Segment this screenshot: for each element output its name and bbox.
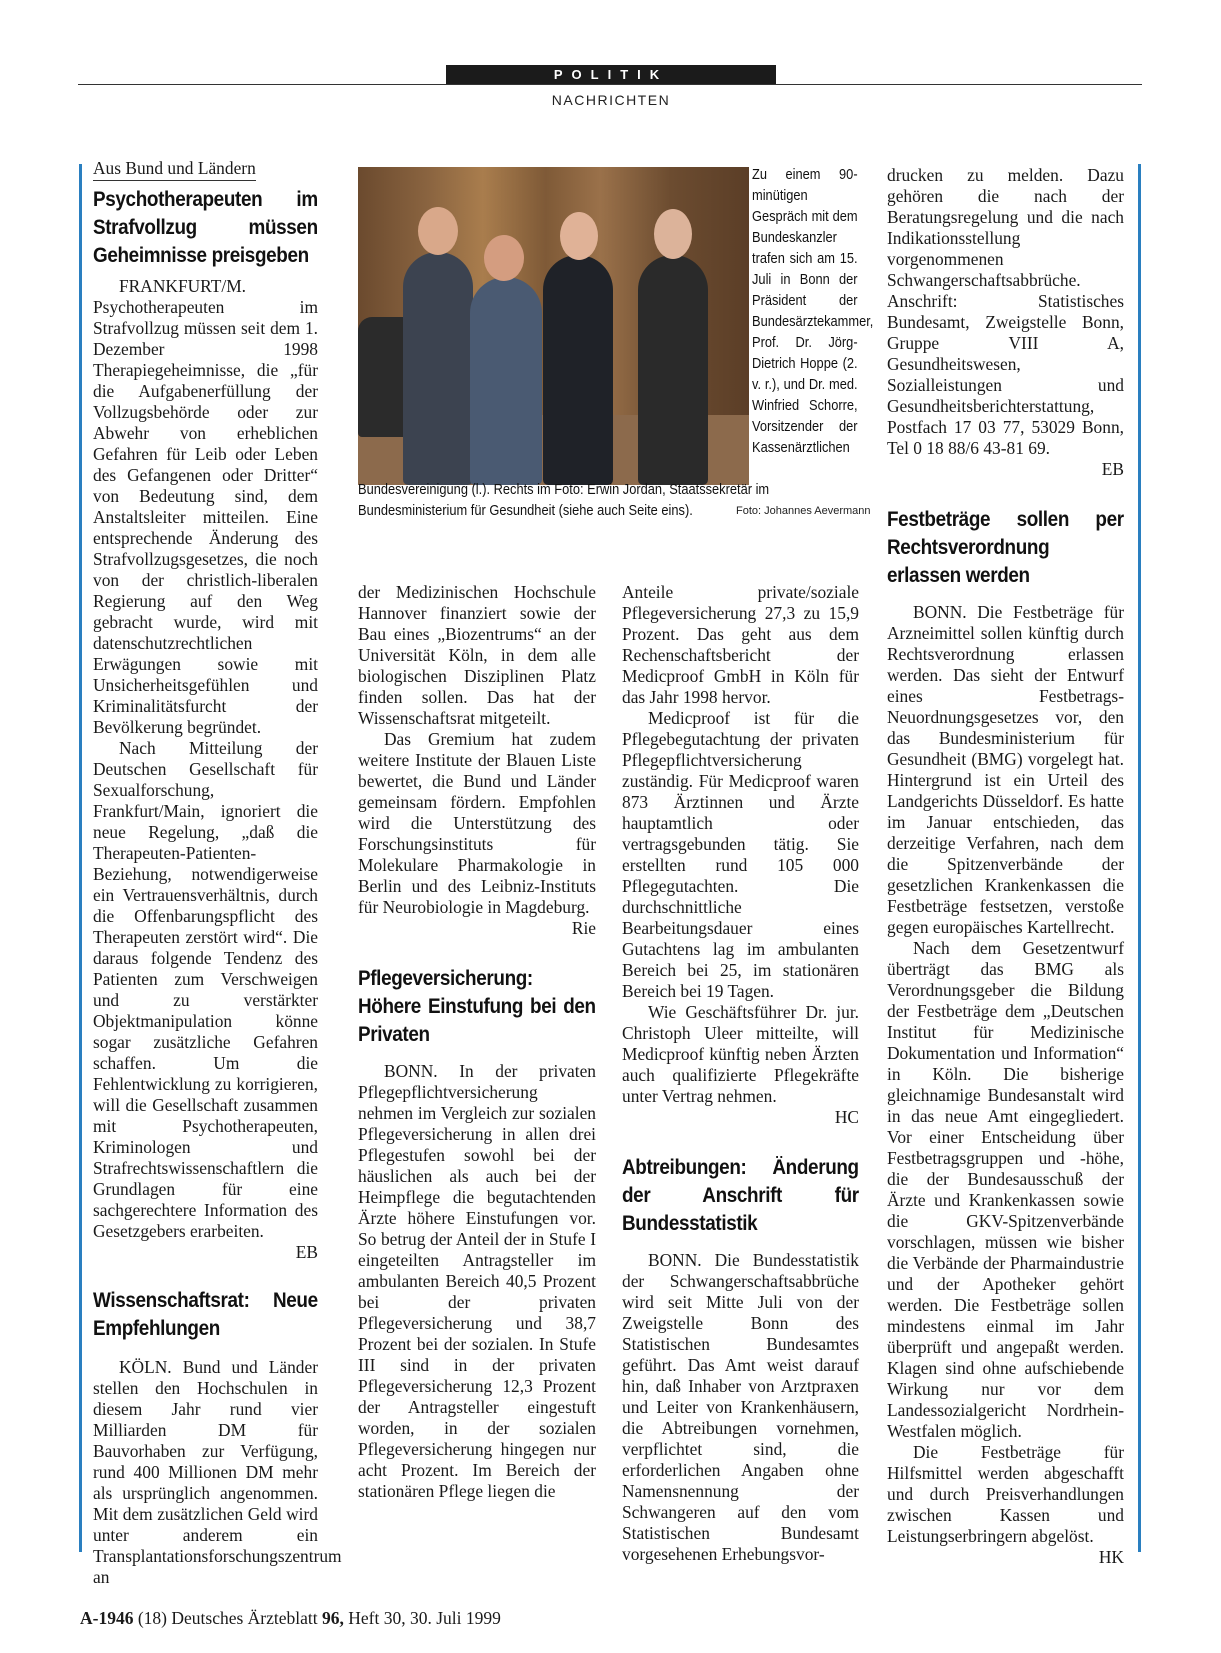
footer-publication: (18) Deutsches Ärzteblatt xyxy=(137,1608,318,1628)
article-paragraph: BONN. In der privaten Pflegepflichtversicherung nehmen im Vergleich zur sozialen Pflegeversicherung in allen drei Pflegestufen sowohl bei der häuslichen als auch bei der Heimpflege die begutachtenden Ärzte höhere Einstufungen vor. So betrug der Anteil der in Stufe I eingeteilten Antragsteller im ambulanten Bereich 40,5 Prozent bei der privaten Pflegeversicherung und 38,7 Prozent bei der sozialen. In Stufe III sind in der privaten Pflegeversicherung 12,3 Prozent der Antragsteller eingestuft worden, in der sozialen Pflegeversicherung hingegen nur acht Prozent. Im Bereich der stationären Pflege liegen die xyxy=(358,1061,596,1501)
article-paragraph: BONN. Die Festbeträge für Arzneimittel sollen künftig durch Rechtsverordnung erlassen werden. Das sieht der Entwurf eines Festbetrags-Neuordnungsgesetzes vor, den das Bundesministerium für Gesundheit (BMG) vorgelegt hat. Hintergrund ist ein Urteil des Landgerichts Düsseldorf. Es hatte im Januar entschieden, das derzeitige Verfahren, nach dem die Spitzenverbände der gesetzlichen Krankenkassen die Festbeträge festsetzen, verstoße gegen europäisches Kartellrecht. xyxy=(887,602,1124,937)
section-bar: POLITIK xyxy=(446,65,776,85)
column-1 xyxy=(93,157,342,1588)
article-paragraph: Nach dem Gesetzentwurf überträgt das BMG als Verordnungsgeber die Bildung der Festbeträge dem „Deutschen Institut für Medizinische Dokumentation und Information“ in Köln. Die bisherige gleichnamige Bundesanstalt wird in das neue Amt eingegliedert. Vor einer Entscheidung über Festbetragsgruppen und -höhe, die der Bundesausschuß der Ärzte und Krankenkassen sowie die GKV-Spitzenverbände vorschlagen, müssen wie bisher die Verbände der Pharmaindustrie und der Apotheker gehört werden. Die Festbeträge sollen mindestens einmal im Jahr überprüft und angepaßt werden. Klagen sind ohne aufschiebende Wirkung nur vor dem Landessozialgericht Nordrhein-Westfalen möglich. xyxy=(887,938,1124,1441)
author-signature: EB xyxy=(295,1242,318,1262)
article-paragraph: Die Festbeträge für Hilfsmittel werden abgeschafft und durch Preisverhandlungen zwischen Kassen und Leistungserbringern abgelöst. xyxy=(887,1442,1124,1546)
author-signature: HK xyxy=(1098,1547,1124,1567)
article-headline: Festbeträge sollen per Rechtsverordnung erlassen werden xyxy=(887,508,1124,587)
page-number: A-1946 xyxy=(80,1608,134,1628)
column-4 xyxy=(887,165,1124,1568)
right-accent-rule xyxy=(1138,164,1141,1552)
author-signature: EB xyxy=(1101,459,1124,479)
author-signature: HC xyxy=(834,1107,859,1127)
photo-person xyxy=(403,252,473,485)
article-headline: Psychotherapeuten im Strafvollzug müssen Geheimnisse preisgeben xyxy=(93,188,318,267)
footer-issue: Heft 30, 30. Juli 1999 xyxy=(348,1608,501,1628)
page-footer xyxy=(80,1608,501,1629)
column-3 xyxy=(622,582,859,1565)
photo-caption: Zu einem 90-minütigen Gespräch mit dem Bundeskanzler trafen sich am 15. Juli in Bonn der Präsident der Bundesärztekammer, Prof. Dr. Jörg-Dietrich Hoppe (2. v. r.), und Dr. med. Winfried Schorre, Vorsitzender der Kassenärztlichen xyxy=(752,167,874,456)
article-headline: Wissenschaftsrat: Neue Empfehlungen xyxy=(93,1289,318,1340)
left-accent-rule xyxy=(79,164,82,1552)
photo-person-head xyxy=(418,207,458,255)
photo-person xyxy=(543,255,613,485)
article-paragraph: drucken zu melden. Dazu gehören die nach der Beratungsregelung und die nach Indikationsstellung vorgenommenen Schwangerschaftsabbrüche. Anschrift: Statistisches Bundesamt, Zweigstelle Bonn, Gruppe VIII A, Gesundheitswesen, Sozialleistungen und Gesundheitsberichterstattung, Postfach 17 03 77, 53029 Bonn, Tel 0 18 88/6 43-81 69. xyxy=(887,165,1124,458)
article-paragraph: Medicproof ist für die Pflegebegutachtung der privaten Pflegepflichtversicherung zuständig. Für Medicproof waren 873 Ärztinnen und Ärzte hauptamtlich oder vertragsgebunden tätig. Sie erstellten rund 105 000 Pflegegutachten. Die durchschnittliche Bearbeitungsdauer eines Gutachtens lag im ambulanten Bereich bei 25, im stationären Bereich bei 19 Tagen. xyxy=(622,708,859,1001)
photo-credit: Foto: Johannes Aevermann xyxy=(736,505,871,517)
article-paragraph: Anteile private/soziale Pflegeversicherung 27,3 zu 15,9 Prozent. Das geht aus dem Rechenschaftsbericht der Medicproof GmbH in Köln für das Jahr 1998 hervor. xyxy=(622,582,859,707)
photo-person-head xyxy=(484,235,524,281)
article-paragraph: BONN. Die Bundesstatistik der Schwangerschaftsabbrüche wird seit Mitte Juli von der Zweigstelle Bonn des Statistischen Bundesamtes geführt. Das Amt weist darauf hin, daß Inhaber von Arztpraxen und Leiter von Krankenhäusern, die Abtreibungen vornehmen, verpflichtet sind, die erforderlichen Angaben ohne Namensnennung der Schwangeren auf den vom Statistischen Bundesamt vorgesehenen Erhebungsvor- xyxy=(622,1250,859,1564)
subsection-label: NACHRICHTEN xyxy=(551,92,671,108)
article-paragraph: Wie Geschäftsführer Dr. jur. Christoph Uleer mitteilte, will Medicproof künftig neben Ärzten auch qualifizierte Pflegekräfte unter Vertrag nehmen. xyxy=(622,1002,859,1106)
footer-volume: 96, xyxy=(322,1608,344,1628)
header-rule xyxy=(78,84,1142,85)
photo-person-head xyxy=(560,212,598,260)
news-photo xyxy=(358,167,749,485)
article-headline: Pflegeversicherung: Höhere Einstufung bei den Privaten xyxy=(358,967,596,1046)
article-paragraph: Das Gremium hat zudem weitere Institute der Blauen Liste bewertet, die Bund und Länder gemeinsam fördern. Empfohlen wird die Unterstützung des Forschungsinstituts für Molekulare Pharmakologie in Berlin und des Leibniz-Instituts für Neurobiologie in Magdeburg. xyxy=(358,729,596,917)
photo-person xyxy=(470,277,542,485)
article-paragraph: FRANKFURT/M. Psychotherapeuten im Strafvollzug müssen seit dem 1. Dezember 1998 Therapiegeheimnisse, die „für die Aufgabenerfüllung der Vollzugsbehörde oder zur Abwehr von erheblichen Gefahren für Leib oder Leben des Gefangenen oder Dritter“ von Bedeutung sind, dem Anstaltsleiter mitteilen. Eine entsprechende Änderung des Strafvollzugsgesetzes, die noch von der christlich-liberalen Regierung auf den Weg gebracht wurde, wird mit datenschutzrechtlichen Erwägungen sowie mit Unsicherheitsgefühlen und Kriminalitätsfurcht der Bevölkerung begründet. xyxy=(93,276,318,737)
photo-caption-continued: Bundesvereinigung (l.). Rechts im Foto: Erwin Jordan, Staatssekretär im Bundesministerium für Gesundheit (siehe auch Seite eins). xyxy=(358,482,770,519)
author-signature: Rie xyxy=(571,918,596,938)
article-paragraph: Nach Mitteilung der Deutschen Gesellschaft für Sexualforschung, Frankfurt/Main, ignoriert die neue Regelung, „daß die Therapeuten-Patienten-Beziehung, notwendigerweise ein Vertrauensverhältnis, durch die Offenbarungspflicht des Therapeuten zerstört wird“. Die daraus folgende Tendenz des Patienten zum Verschweigen und zu verstärkter Objektmanipulation könne sogar zusätzliche Gefahren schaffen. Um die Fehlentwicklung zu korrigieren, will die Gesellschaft zusammen mit Psychotherapeuten, Kriminologen und Strafrechtswissenschaftlern die Grundlagen für eine sachgerechtere Information des Gesetzgebers erarbeiten. xyxy=(93,738,318,1241)
column-2 xyxy=(358,582,596,1502)
photo-person xyxy=(638,255,708,485)
kicker: Aus Bund und Ländern xyxy=(93,157,256,181)
article-paragraph: der Medizinischen Hochschule Hannover finanziert sowie der Bau eines „Biozentrums“ an der Universität Köln, in dem alle biologischen Disziplinen Platz finden sollen. Das hat der Wissenschaftsrat mitgeteilt. xyxy=(358,582,596,728)
article-paragraph: KÖLN. Bund und Länder stellen den Hochschulen in diesem Jahr rund vier Milliarden DM für Bauvorhaben zur Verfügung, rund 400 Millionen DM mehr als ursprünglich angenommen. Mit dem zusätzlichen Geld wird unter anderem ein Transplantationsforschungszentrum an xyxy=(93,1357,342,1587)
photo-person-head xyxy=(654,209,692,259)
article-headline: Abtreibungen: Änderung der Anschrift für Bundesstatistik xyxy=(622,1156,859,1235)
